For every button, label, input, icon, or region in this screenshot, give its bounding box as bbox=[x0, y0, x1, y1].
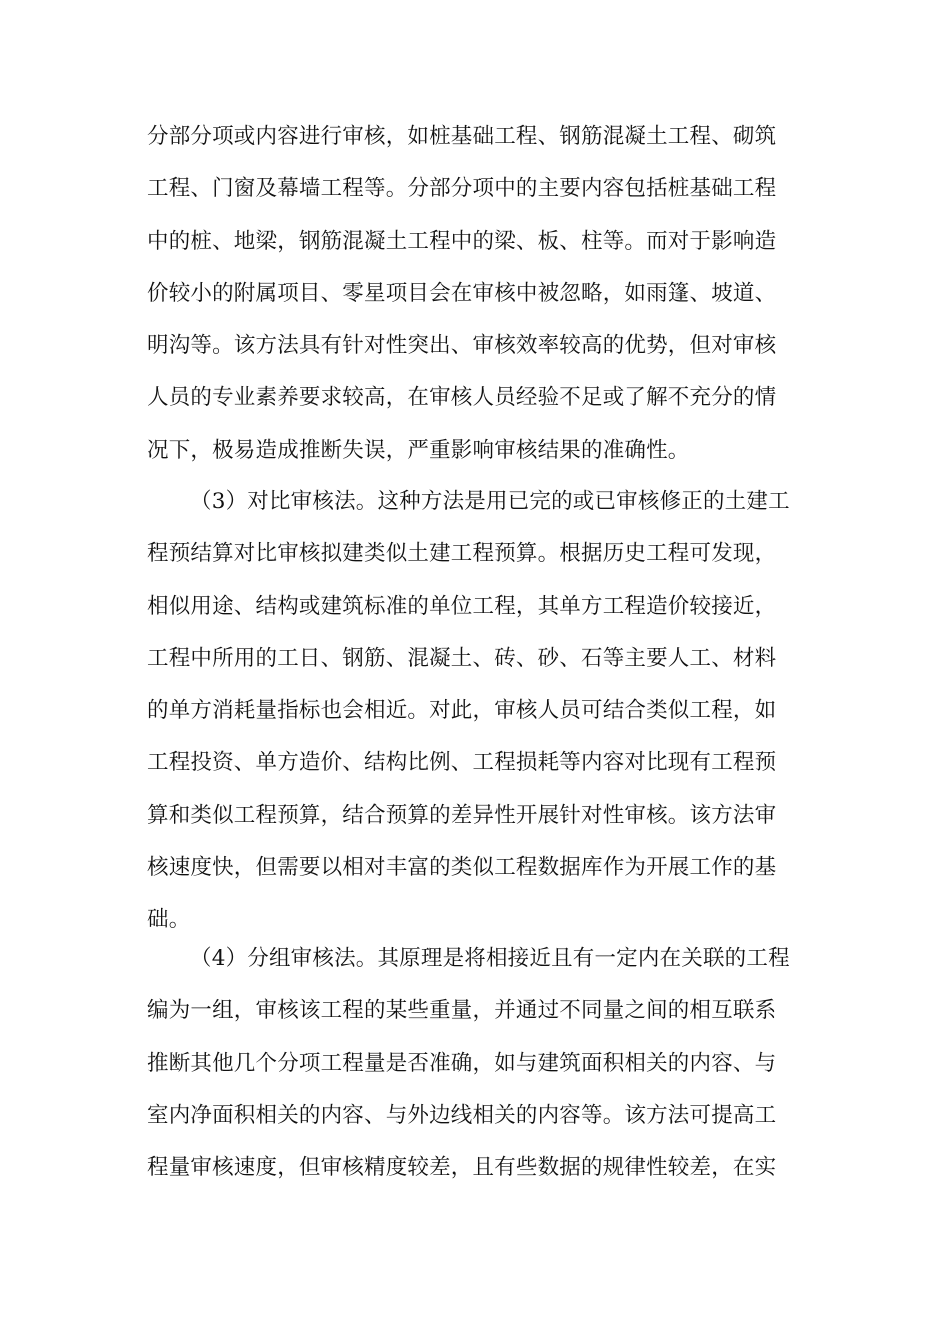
text-line: 算和类似工程预算，结合预算的差异性开展针对性审核。该方法审 bbox=[147, 802, 777, 828]
text-line: 相似用途、结构或建筑标准的单位工程，其单方工程造价较接近， bbox=[147, 593, 777, 619]
text-line: 工程、门窗及幕墙工程等。分部分项中的主要内容包括桩基础工程 bbox=[147, 176, 777, 202]
text-line: 程量审核速度，但审核精度较差，且有些数据的规律性较差，在实 bbox=[147, 1155, 777, 1181]
text-line: 工程投资、单方造价、结构比例、工程损耗等内容对比现有工程预 bbox=[147, 750, 777, 776]
text-line: （4）分组审核法。其原理是将相接近且有一定内在关联的工程 bbox=[190, 946, 790, 971]
text-line: 编为一组，审核该工程的某些重量，并通过不同量之间的相互联系 bbox=[147, 998, 777, 1024]
paragraph-continuation bbox=[147, 111, 807, 477]
paragraph-comparison-method bbox=[147, 476, 807, 947]
text-line: 程预结算对比审核拟建类似土建工程预算。根据历史工程可发现， bbox=[147, 541, 777, 567]
paragraph-group-method bbox=[147, 933, 807, 1194]
text-line: 分部分项或内容进行审核，如桩基础工程、钢筋混凝土工程、砌筑 bbox=[147, 124, 777, 149]
text-line: （3）对比审核法。这种方法是用已完的或已审核修正的土建工 bbox=[190, 489, 790, 514]
text-line: 中的桩、地梁，钢筋混凝土工程中的梁、板、柱等。而对于影响造 bbox=[147, 228, 777, 254]
text-line: 础。 bbox=[147, 907, 191, 933]
text-line: 核速度快，但需要以相对丰富的类似工程数据库作为开展工作的基 bbox=[147, 855, 777, 881]
text-line: 明沟等。该方法具有针对性突出、审核效率较高的优势，但对审核 bbox=[147, 333, 777, 359]
text-line: 推断其他几个分项工程量是否准确，如与建筑面积相关的内容、与 bbox=[147, 1050, 777, 1076]
text-line: 工程中所用的工日、钢筋、混凝土、砖、砂、石等主要人工、材料 bbox=[147, 645, 777, 671]
text-line: 人员的专业素养要求较高，在审核人员经验不足或了解不充分的情 bbox=[147, 385, 777, 411]
text-line: 的单方消耗量指标也会相近。对此，审核人员可结合类似工程，如 bbox=[147, 698, 777, 724]
text-line: 况下，极易造成推断失误，严重影响审核结果的准确性。 bbox=[147, 437, 690, 463]
text-line: 室内净面积相关的内容、与外边线相关的内容等。该方法可提高工 bbox=[147, 1102, 777, 1128]
text-line: 价较小的附属项目、零星项目会在审核中被忽略，如雨篷、坡道、 bbox=[147, 280, 777, 306]
